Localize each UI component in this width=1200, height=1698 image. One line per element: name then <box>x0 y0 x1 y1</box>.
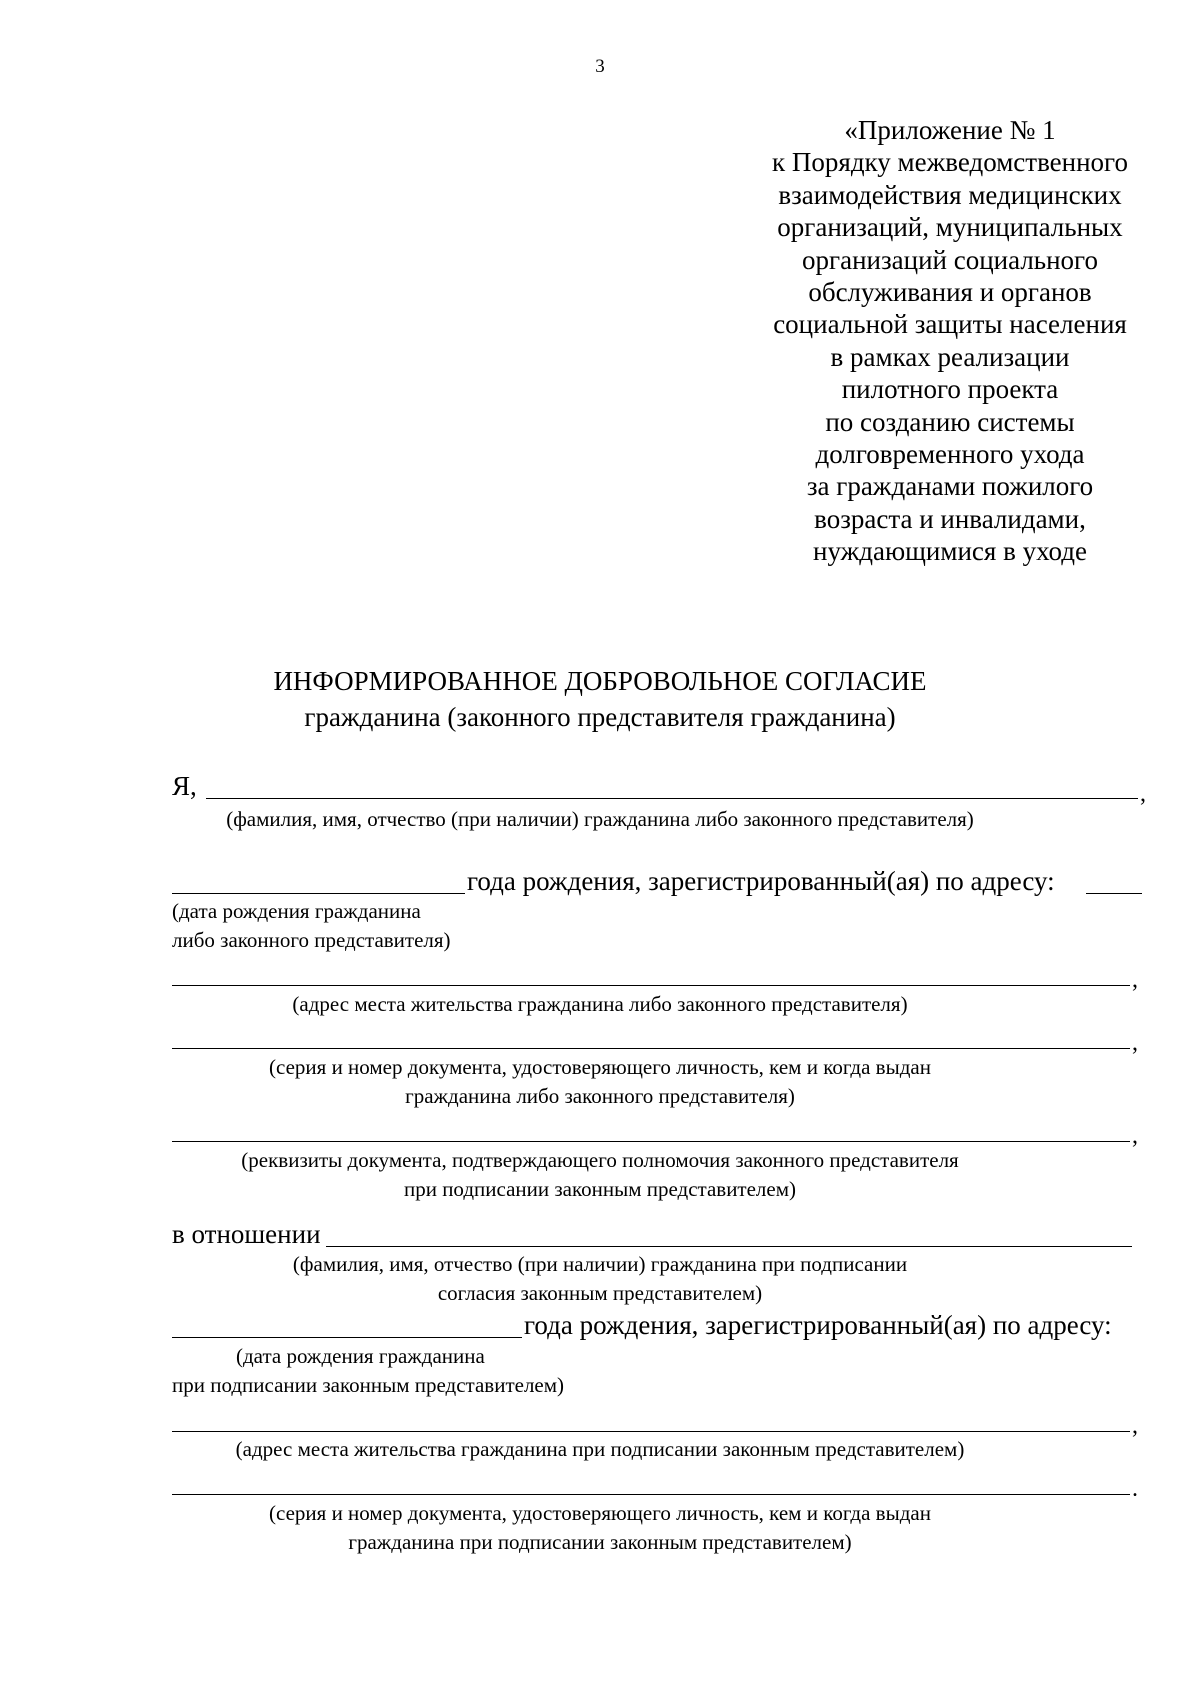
address-1-field-line[interactable] <box>172 985 1130 986</box>
period: . <box>1132 1476 1138 1502</box>
caption-id-2-line1: (серия и номер документа, удостоверяющего личность, кем и когда выдан <box>269 1501 931 1525</box>
appendix-line: социальной защиты населения <box>773 309 1127 340</box>
appendix-line: взаимодействия медицинских <box>778 179 1122 210</box>
appendix-line: обслуживания и органов <box>808 277 1092 308</box>
caption-address-2: (адрес места жительства гражданина при подписании законным представителем) <box>235 1437 965 1461</box>
appendix-line: возраста и инвалидами, <box>814 503 1086 534</box>
caption-id-1-line2: гражданина либо законного представителя) <box>405 1084 795 1108</box>
birth-date-field-line[interactable] <box>172 893 465 894</box>
appendix-line: к Порядку межведомственного <box>772 147 1128 178</box>
birth-date-2-field-line[interactable] <box>172 1337 522 1338</box>
caption-authority-line1: (реквизиты документа, подтверждающего полномочия законного представителя <box>241 1148 959 1172</box>
appendix-line: организаций, муниципальных <box>777 212 1123 243</box>
comma: , <box>1132 1413 1138 1439</box>
comma: , <box>1132 1123 1138 1149</box>
address-2-field-line[interactable] <box>172 1431 1130 1432</box>
appendix-line: «Приложение № 1 <box>844 115 1056 145</box>
id-document-1-field-line[interactable] <box>172 1048 1130 1049</box>
address-start-field-line[interactable] <box>1086 893 1142 894</box>
caption-birth-2-line1: (дата рождения гражданина <box>236 1344 485 1368</box>
appendix-line: за гражданами пожилого <box>806 471 1094 502</box>
caption-address-1: (адрес места жительства гражданина либо законного представителя) <box>292 992 908 1016</box>
caption-fio: (фамилия, имя, отчество (при наличии) гражданина либо законного представителя) <box>226 807 974 831</box>
fio-field-line[interactable] <box>206 798 1138 799</box>
appendix-line: долговременного ухода <box>815 439 1085 470</box>
caption-id-2-line2: гражданина при подписании законным представителем) <box>348 1530 852 1554</box>
form-subtitle: гражданина (законного представителя гражданина) <box>304 702 896 732</box>
authority-document-field-line[interactable] <box>172 1141 1130 1142</box>
appendix-line: организаций социального <box>802 244 1098 275</box>
caption-birth-2-line2: при подписании законным представителем) <box>172 1373 565 1397</box>
caption-birth-1-line2: либо законного представителя) <box>172 928 451 952</box>
comma: , <box>1132 967 1138 993</box>
comma: , <box>1140 781 1146 807</box>
birth-text-2: года рождения, зарегистрированный(ая) по адресу: <box>524 1310 1112 1340</box>
caption-authority-line2: при подписании законным представителем) <box>403 1177 797 1201</box>
page-number: 3 <box>595 56 605 77</box>
appendix-line: в рамках реализации <box>830 341 1070 372</box>
caption-birth-1-line1: (дата рождения гражданина <box>172 899 421 923</box>
fio-2-field-line[interactable] <box>326 1246 1132 1247</box>
appendix-line: нуждающимися в уходе <box>813 536 1087 567</box>
appendix-line: пилотного проекта <box>841 374 1059 405</box>
appendix-line: по созданию системы <box>825 406 1075 437</box>
caption-id-1-line1: (серия и номер документа, удостоверяющего личность, кем и когда выдан <box>269 1055 931 1079</box>
caption-fio-2-line1: (фамилия, имя, отчество (при наличии) гражданина при подписании <box>292 1252 908 1276</box>
appendix-header <box>760 114 1140 568</box>
caption-fio-2-line2: согласия законным представителем) <box>437 1281 763 1305</box>
id-document-2-field-line[interactable] <box>172 1494 1130 1495</box>
prefix-ya: Я, <box>172 771 197 801</box>
form-title: ИНФОРМИРОВАННОЕ ДОБРОВОЛЬНОЕ СОГЛАСИЕ <box>273 666 927 696</box>
in-relation-label: в отношении <box>172 1219 321 1249</box>
comma: , <box>1132 1030 1138 1056</box>
birth-text-1: года рождения, зарегистрированный(ая) по адресу: <box>467 866 1055 896</box>
